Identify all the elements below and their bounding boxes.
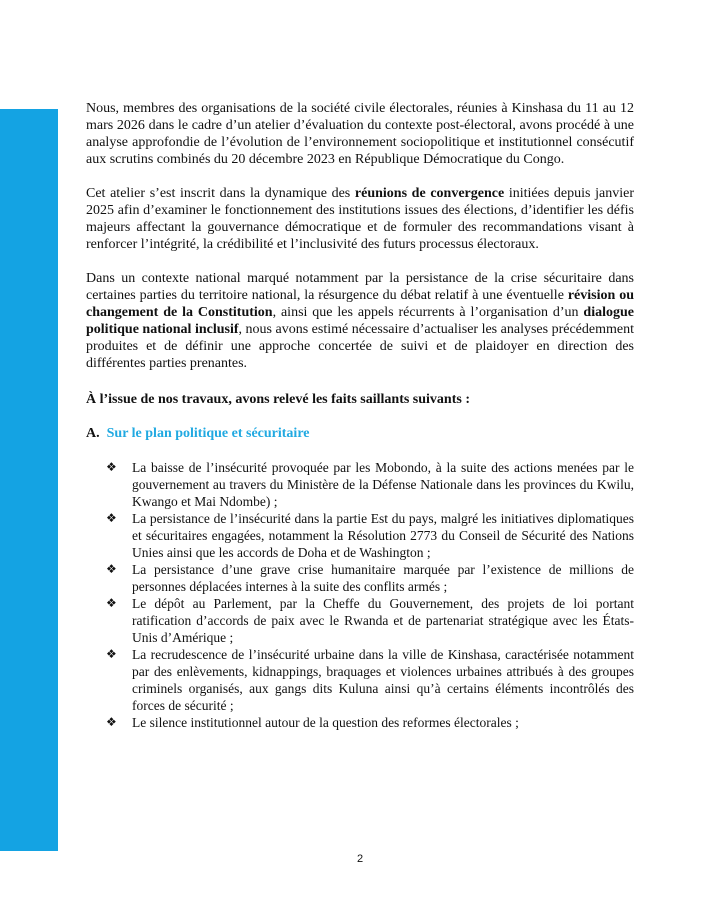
intro-paragraph: Nous, membres des organisations de la société civile électorales, réunies à Kinshasa du 11 au 12 mars 2026 dans le cadre d’un atelier d’évaluation du contexte post-électoral, avons procédé à une analyse approfondie de l’évolution de l’environnement sociopolitique et institutionnel consécutif aux scrutins combinés du 20 décembre 2023 en République Démocratique du Congo.	[86, 101, 634, 167]
list-item	[106, 646, 634, 714]
list-item	[106, 595, 634, 646]
section-a-title-text: Sur le plan politique et sécuritaire	[106, 426, 310, 441]
context-text-c: , ainsi que les appels récurrents à l’organisation d’un	[272, 305, 584, 320]
diamond-bullet-icon: ❖	[106, 562, 117, 576]
context-text-a: Dans un contexte national marqué notamment par la persistance de la crise sécuritaire dans certaines parties du territoire national, la résurgence du débat relatif à une éventuelle	[86, 271, 634, 303]
findings-list	[86, 459, 634, 731]
context-bold-dialogue: dialogue politique national inclusif	[86, 305, 634, 337]
list-item	[106, 714, 634, 731]
diamond-bullet-icon: ❖	[106, 511, 117, 525]
list-item	[106, 510, 634, 561]
list-item-text: La persistance d’une grave crise humanitaire marquée par l’existence de millions de personnes déplacées internes à la suite des conflits armés ;	[132, 562, 634, 594]
findings-heading: À l’issue de nos travaux, avons relevé les faits saillants suivants :	[86, 392, 470, 407]
convergence-text-c: initiées depuis janvier 2025 afin d’examiner le fonctionnement des institutions issues des élections, d’identifier les défis majeurs affectant la gouvernance démocratique et de formuler des recommandations visant à renforcer l’intégrité, la crédibilité et l’inclusivité des futurs processus électoraux.	[86, 186, 634, 252]
list-item	[106, 561, 634, 595]
list-item-text: Le silence institutionnel autour de la question des reformes électorales ;	[132, 715, 519, 730]
list-item-text: La recrudescence de l’insécurité urbaine dans la ville de Kinshasa, caractérisée notamment par des enlèvements, kidnappings, braquages et violences urbaines attribués à des groupes criminels organisés, aux gangs dits Kuluna ainsi qu’à certains éléments incontrôlés des forces de sécurité ;	[132, 647, 634, 713]
convergence-paragraph	[86, 185, 634, 253]
list-item-text: La persistance de l’insécurité dans la partie Est du pays, malgré les initiatives diplomatiques et sécuritaires engagées, notamment la Résolution 2773 du Conseil de Sécurité des Nations Unies ainsi que les accords de Doha et de Washington ;	[132, 511, 634, 560]
side-accent-bar	[0, 109, 58, 851]
context-bold-constitution: révision ou changement de la Constitution	[86, 288, 634, 320]
diamond-bullet-icon: ❖	[106, 460, 117, 474]
page-number: 2	[356, 853, 364, 865]
section-a-letter: A.	[86, 426, 100, 441]
convergence-bold: réunions de convergence	[354, 186, 505, 201]
list-item	[106, 459, 634, 510]
context-text-e: , nous avons estimé nécessaire d’actualiser les analyses précédemment produites et de définir une approche concertée de suivi et de plaidoyer en direction des différentes parties prenantes.	[86, 322, 634, 371]
context-paragraph	[86, 270, 634, 372]
diamond-bullet-icon: ❖	[106, 647, 117, 661]
document-body	[86, 100, 634, 731]
diamond-bullet-icon: ❖	[106, 596, 117, 610]
list-item-text: Le dépôt au Parlement, par la Cheffe du Gouvernement, des projets de loi portant ratification d’accords de paix avec le Rwanda et de partenariat stratégique avec les États-Unis d’Amérique ;	[132, 596, 634, 645]
convergence-text-a: Cet atelier s’est inscrit dans la dynamique des	[86, 186, 355, 201]
section-a-title	[86, 425, 634, 442]
diamond-bullet-icon: ❖	[106, 715, 117, 729]
list-item-text: La baisse de l’insécurité provoquée par les Mobondo, à la suite des actions menées par le gouvernement au travers du Ministère de la Défense Nationale dans les provinces du Kwilu, Kwango et Mai Ndombe) ;	[132, 460, 634, 509]
